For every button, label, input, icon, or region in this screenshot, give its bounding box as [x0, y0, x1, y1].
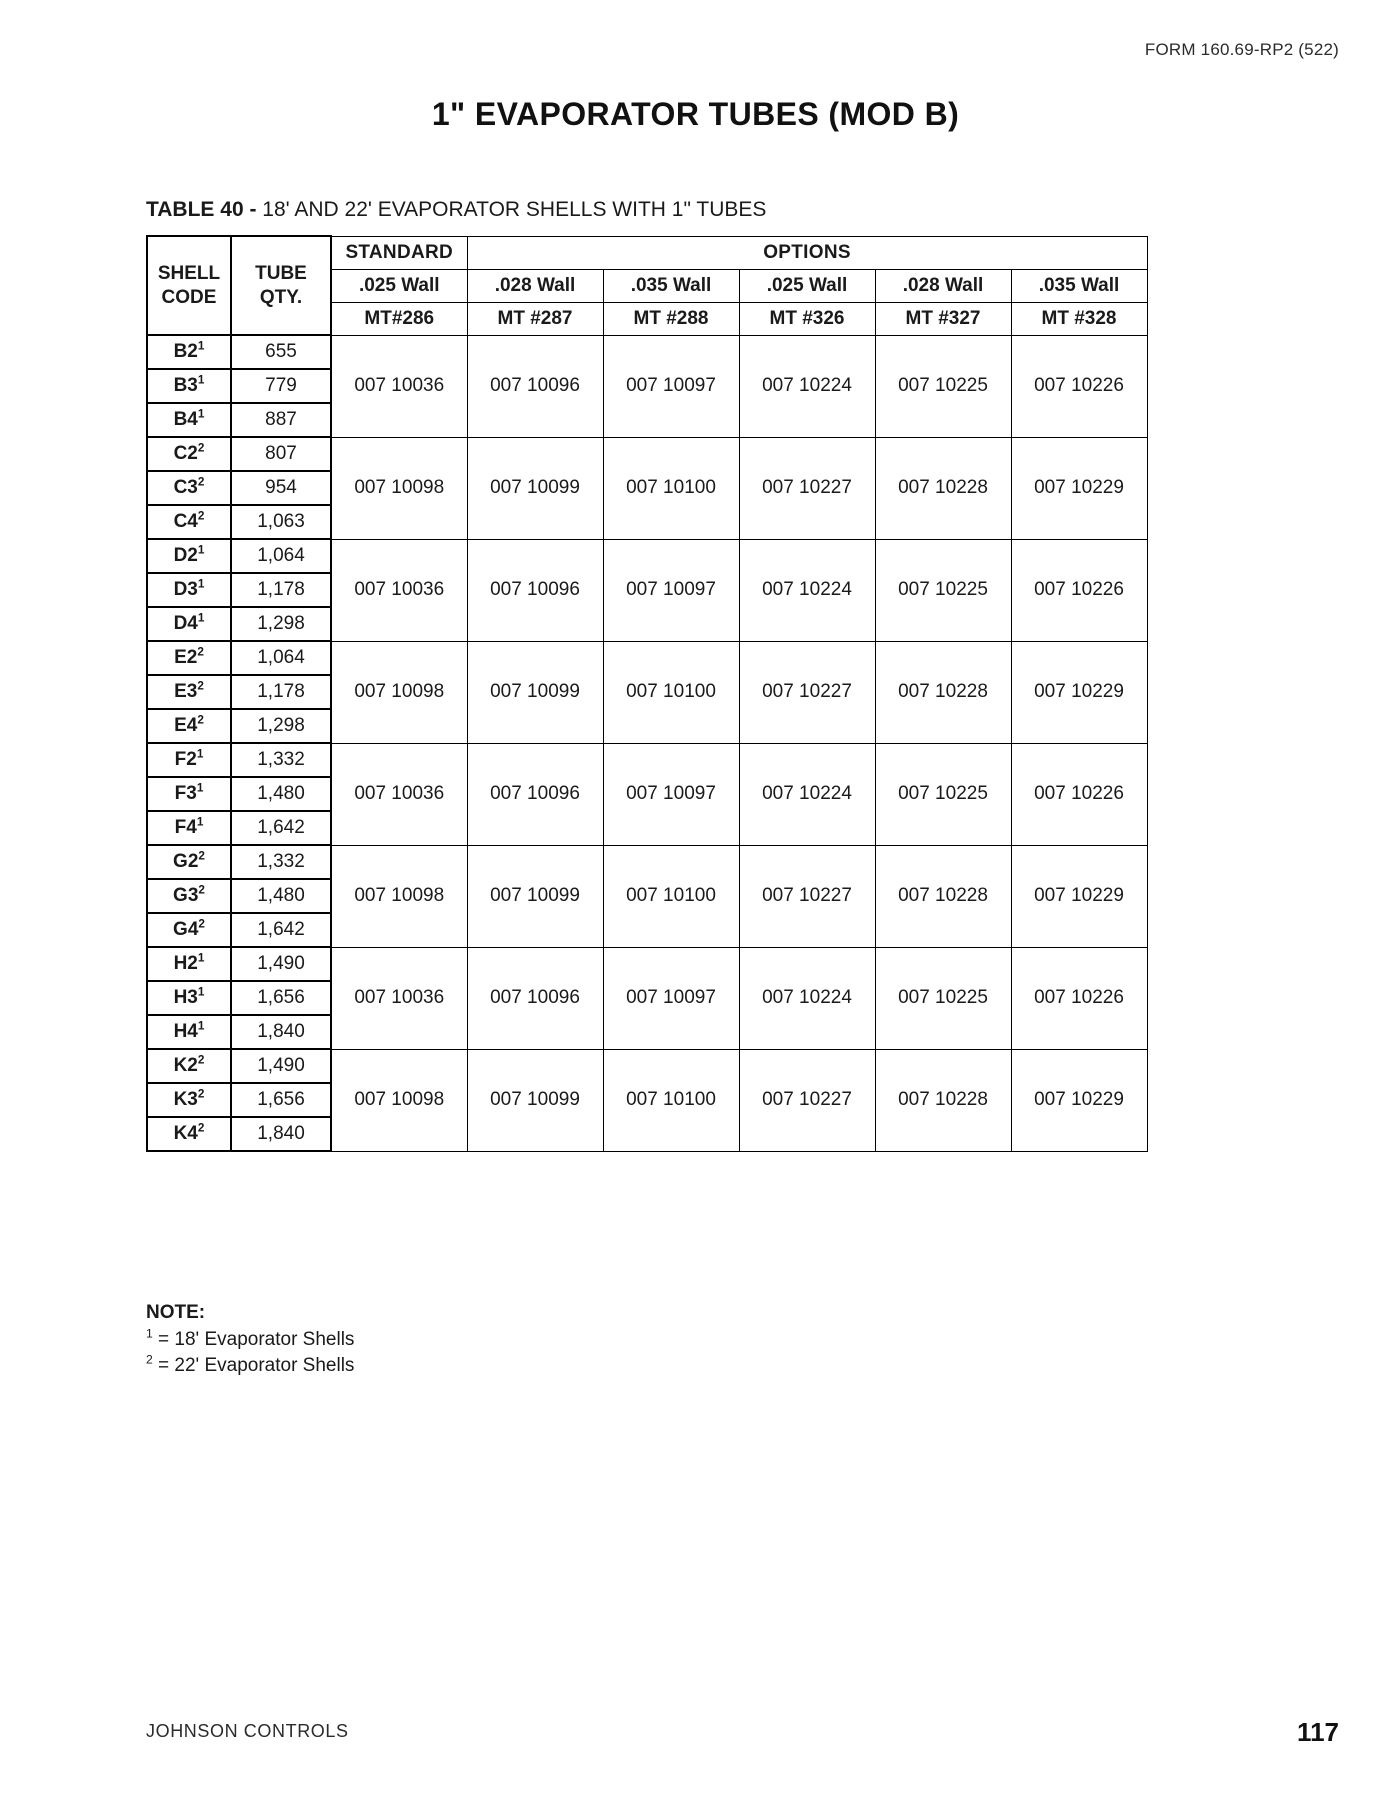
shell-code-label-line1: SHELL [157, 262, 221, 284]
column-header-wall-3: .025 Wall [739, 269, 875, 302]
cell-tube-qty: 1,332 [231, 743, 331, 777]
cell-part-number: 007 10099 [467, 845, 603, 947]
note-block [146, 1300, 354, 1378]
cell-part-number: 007 10227 [739, 845, 875, 947]
cell-tube-qty: 779 [231, 369, 331, 403]
cell-shell-code: $K4^2$ [147, 1117, 231, 1151]
cell-tube-qty: 1,840 [231, 1117, 331, 1151]
cell-tube-qty: 1,480 [231, 879, 331, 913]
cell-tube-qty: 1,178 [231, 573, 331, 607]
note-line: $^1$ = 18' Evaporator Shells [146, 1326, 355, 1350]
cell-part-number: 007 10036 [331, 947, 467, 1049]
cell-part-number: 007 10097 [603, 947, 739, 1049]
tube-qty-label-line2: QTY. [259, 286, 303, 308]
table-row [147, 437, 1147, 471]
cell-shell-code: $B4^1$ [147, 403, 231, 437]
table-row [147, 641, 1147, 675]
cell-shell-code: $G3^2$ [147, 879, 231, 913]
cell-shell-code: $K2^2$ [147, 1049, 231, 1083]
table-row [147, 335, 1147, 369]
cell-tube-qty: 1,642 [231, 811, 331, 845]
cell-shell-code: $D2^1$ [147, 539, 231, 573]
cell-part-number: 007 10097 [603, 539, 739, 641]
cell-shell-code: $C2^2$ [147, 437, 231, 471]
table-row [147, 845, 1147, 879]
cell-part-number: 007 10096 [467, 335, 603, 437]
page-title: 1" EVAPORATOR TUBES (MOD B) [431, 96, 960, 132]
cell-part-number: 007 10100 [603, 1049, 739, 1151]
table-number: TABLE 40 - [146, 198, 263, 221]
cell-shell-code: $D4^1$ [147, 607, 231, 641]
column-header-mt-5: MT #328 [1011, 302, 1147, 335]
column-header-wall-4: .028 Wall [875, 269, 1011, 302]
footer-brand: JOHNSON CONTROLS [146, 1721, 349, 1741]
cell-tube-qty: 655 [231, 335, 331, 369]
cell-part-number: 007 10226 [1011, 743, 1147, 845]
cell-shell-code: $H3^1$ [147, 981, 231, 1015]
cell-part-number: 007 10228 [875, 641, 1011, 743]
cell-part-number: 007 10098 [331, 845, 467, 947]
table-row [147, 1049, 1147, 1083]
table-row [147, 947, 1147, 981]
cell-tube-qty: 1,332 [231, 845, 331, 879]
table-caption [146, 198, 766, 222]
cell-part-number: 007 10226 [1011, 947, 1147, 1049]
table-body [147, 335, 1147, 1151]
cell-shell-code: $B3^1$ [147, 369, 231, 403]
cell-tube-qty: 1,064 [231, 539, 331, 573]
cell-part-number: 007 10097 [603, 743, 739, 845]
cell-part-number: 007 10226 [1011, 335, 1147, 437]
cell-shell-code: $B2^1$ [147, 335, 231, 369]
table-row [147, 743, 1147, 777]
cell-shell-code: $E4^2$ [147, 709, 231, 743]
cell-part-number: 007 10224 [739, 743, 875, 845]
parts-table-wrapper [146, 235, 1146, 1152]
cell-shell-code: $F4^1$ [147, 811, 231, 845]
cell-shell-code: $H2^1$ [147, 947, 231, 981]
cell-part-number: 007 10225 [875, 947, 1011, 1049]
note-title: NOTE: [146, 1302, 206, 1323]
cell-shell-code: $D3^1$ [147, 573, 231, 607]
cell-tube-qty: 954 [231, 471, 331, 505]
cell-part-number: 007 10225 [875, 743, 1011, 845]
footer-page-number: 117 [1297, 1717, 1339, 1747]
cell-shell-code: $H4^1$ [147, 1015, 231, 1049]
cell-shell-code: $E2^2$ [147, 641, 231, 675]
cell-tube-qty: 887 [231, 403, 331, 437]
cell-part-number: 007 10097 [603, 335, 739, 437]
cell-shell-code: $G2^2$ [147, 845, 231, 879]
cell-part-number: 007 10227 [739, 437, 875, 539]
cell-part-number: 007 10100 [603, 641, 739, 743]
cell-part-number: 007 10225 [875, 335, 1011, 437]
cell-part-number: 007 10224 [739, 335, 875, 437]
column-header-mt-1: MT #287 [467, 302, 603, 335]
cell-part-number: 007 10227 [739, 641, 875, 743]
column-header-mt-3: MT #326 [739, 302, 875, 335]
cell-part-number: 007 10099 [467, 641, 603, 743]
table-header [147, 236, 1147, 335]
column-header-wall-5: .035 Wall [1011, 269, 1147, 302]
cell-shell-code: $G4^2$ [147, 913, 231, 947]
cell-part-number: 007 10228 [875, 437, 1011, 539]
cell-part-number: 007 10100 [603, 845, 739, 947]
cell-tube-qty: 1,480 [231, 777, 331, 811]
tube-qty-label-line1: TUBE [255, 262, 307, 284]
column-header-wall-0: .025 Wall [331, 269, 467, 302]
cell-part-number: 007 10036 [331, 539, 467, 641]
table-row [147, 539, 1147, 573]
note-lines [146, 1327, 354, 1379]
column-header-wall-2: .035 Wall [603, 269, 739, 302]
cell-part-number: 007 10036 [331, 743, 467, 845]
cell-part-number: 007 10224 [739, 539, 875, 641]
cell-part-number: 007 10229 [1011, 1049, 1147, 1151]
cell-tube-qty: 1,490 [231, 947, 331, 981]
cell-shell-code: $E3^2$ [147, 675, 231, 709]
cell-part-number: 007 10096 [467, 947, 603, 1049]
cell-tube-qty: 1,642 [231, 913, 331, 947]
table-description: 18' AND 22' EVAPORATOR SHELLS WITH 1" TUBES [262, 198, 767, 221]
column-header-wall-1: .028 Wall [467, 269, 603, 302]
cell-tube-qty: 1,178 [231, 675, 331, 709]
table-header-row-group [147, 236, 1147, 269]
cell-tube-qty: 1,064 [231, 641, 331, 675]
cell-tube-qty: 1,840 [231, 1015, 331, 1049]
cell-part-number: 007 10227 [739, 1049, 875, 1151]
cell-part-number: 007 10099 [467, 1049, 603, 1151]
evaporator-tubes-table [146, 235, 1148, 1152]
cell-tube-qty: 1,656 [231, 1083, 331, 1117]
cell-part-number: 007 10098 [331, 437, 467, 539]
cell-part-number: 007 10096 [467, 743, 603, 845]
group-header-standard: STANDARD [331, 236, 467, 269]
cell-part-number: 007 10229 [1011, 437, 1147, 539]
column-header-tube-qty [231, 236, 331, 335]
cell-shell-code: $F3^1$ [147, 777, 231, 811]
cell-part-number: 007 10098 [331, 641, 467, 743]
cell-shell-code: $F2^1$ [147, 743, 231, 777]
cell-part-number: 007 10224 [739, 947, 875, 1049]
cell-tube-qty: 807 [231, 437, 331, 471]
cell-part-number: 007 10228 [875, 1049, 1011, 1151]
column-header-mt-2: MT #288 [603, 302, 739, 335]
cell-part-number: 007 10100 [603, 437, 739, 539]
cell-part-number: 007 10226 [1011, 539, 1147, 641]
cell-tube-qty: 1,656 [231, 981, 331, 1015]
cell-part-number: 007 10229 [1011, 641, 1147, 743]
cell-part-number: 007 10099 [467, 437, 603, 539]
column-header-mt-4: MT #327 [875, 302, 1011, 335]
shell-code-label-line2: CODE [161, 286, 217, 308]
cell-part-number: 007 10229 [1011, 845, 1147, 947]
group-header-options: OPTIONS [467, 236, 1147, 269]
column-header-mt-0: MT#286 [331, 302, 467, 335]
column-header-shell-code [147, 236, 231, 335]
cell-part-number: 007 10228 [875, 845, 1011, 947]
cell-tube-qty: 1,298 [231, 607, 331, 641]
cell-shell-code: $K3^2$ [147, 1083, 231, 1117]
cell-part-number: 007 10036 [331, 335, 467, 437]
cell-tube-qty: 1,298 [231, 709, 331, 743]
note-line: $^2$ = 22' Evaporator Shells [146, 1352, 355, 1376]
cell-shell-code: $C3^2$ [147, 471, 231, 505]
cell-tube-qty: 1,490 [231, 1049, 331, 1083]
cell-shell-code: $C4^2$ [147, 505, 231, 539]
cell-part-number: 007 10225 [875, 539, 1011, 641]
cell-part-number: 007 10098 [331, 1049, 467, 1151]
cell-part-number: 007 10096 [467, 539, 603, 641]
cell-tube-qty: 1,063 [231, 505, 331, 539]
form-code-header: FORM 160.69-RP2 (522) [1144, 40, 1339, 59]
